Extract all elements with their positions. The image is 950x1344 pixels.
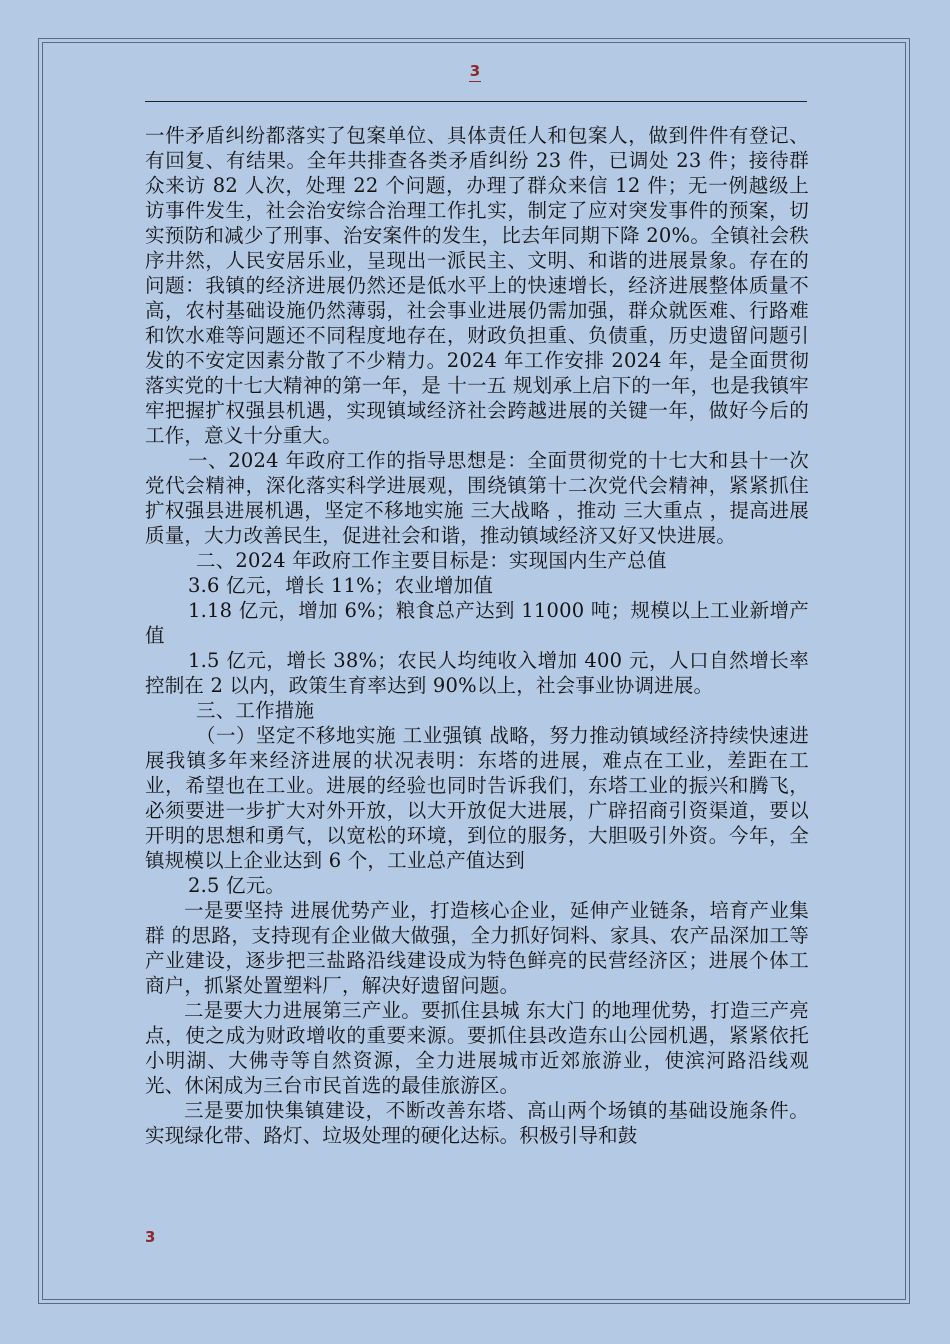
paragraph: 三是要加快集镇建设，不断改善东塔、高山两个场镇的基础设施条件。实现绿化带、路灯、垃圾处理的硬化达标。积极引导和鼓 — [145, 1099, 809, 1147]
paragraph: 一是要坚持 进展优势产业，打造核心企业，延伸产业链条，培育产业集群 的思路，支持现有企业做大做强，全力抓好饲料、家具、农产品深加工等产业建设，逐步把三盐路沿线建设成为特色鲜亮的民营经济区；进展个体工商户，抓紧处置塑料厂，解决好遗留问题。 — [145, 899, 809, 997]
paragraph: 三、工作措施 — [196, 699, 315, 722]
footer-page-number: 3 — [145, 1228, 156, 1246]
paragraph: 2.5 亿元。 — [188, 874, 286, 897]
paragraph: 1.18 亿元，增加 6%；粮食总产达到 11000 吨；规模以上工业新增产值 — [145, 599, 809, 647]
header-page-number — [0, 62, 950, 82]
header-rule — [145, 101, 807, 102]
paragraph: 二、2024 年政府工作主要目标是：实现国内生产总值 — [196, 549, 667, 572]
paragraph: 一、2024 年政府工作的指导思想是：全面贯彻党的十七大和县十一次党代会精神，深化落实科学进展观，围绕镇第十二次党代会精神，紧紧抓住扩权强县进展机遇，坚定不移地实施 三大战略 ，推动 三大重点 ，提高进展质量，大力改善民生，促进社会和谐，推动镇域经济又好又快进展。 — [145, 449, 809, 547]
document-body — [145, 123, 809, 1148]
header-page-number-text: 3 — [469, 62, 481, 80]
paragraph: 1.5 亿元，增长 38%；农民人均纯收入增加 400 元，人口自然增长率控制在 2 以内，政策生育率达到 90%以上，社会事业协调进展。 — [145, 649, 809, 697]
paragraph: 3.6 亿元，增长 11%；农业增加值 — [188, 574, 494, 597]
paragraph: （一）坚定不移地实施 工业强镇 战略，努力推动镇域经济持续快速进展我镇多年来经济进展的状况表明：东塔的进展，难点在工业，差距在工业，希望也在工业。进展的经验也同时告诉我们，东塔工业的振兴和腾飞，必须要进一步扩大对外开放，以大开放促大进展，广辟招商引资渠道，要以开明的思想和勇气，以宽松的环境，到位的服务，大胆吸引外资。今年，全镇规模以上企业达到 6 个，工业总产值达到 — [145, 724, 809, 872]
paragraph: 二是要大力进展第三产业。要抓住县城 东大门 的地理优势，打造三产亮点，使之成为财政增收的重要来源。要抓住县改造东山公园机遇，紧紧依托小明湖、大佛寺等自然资源，全力进展城市近郊旅游业，使滨河路沿线观光、休闲成为三台市民首选的最佳旅游区。 — [145, 999, 809, 1097]
paragraph: 一件矛盾纠纷都落实了包案单位、具体责任人和包案人，做到件件有登记、有回复、有结果。全年共排查各类矛盾纠纷 23 件，已调处 23 件；接待群众来访 82 人次，处理 22 个问题，办理了群众来信 12 件；无一例越级上访事件发生，社会治安综合治理工作扎实，制定了应对突发事件的预案，切实预防和减少了刑事、治安案件的发生，比去年同期下降 20%。全镇社会秩序井然，人民安居乐业，呈现出一派民主、文明、和谐的进展景象。存在的问题：我镇的经济进展仍然还是低水平上的快速增长，经济进展整体质量不高，农村基础设施仍然薄弱，社会事业进展仍需加强，群众就医难、行路难和饮水难等问题还不同程度地存在，财政负担重、负债重，历史遗留问题引发的不安定因素分散了不少精力。2024 年工作安排 2024 年，是全面贯彻落实党的十七大精神的第一年，是 十一五 规划承上启下的一年，也是我镇牢牢把握扩权强县机遇，实现镇域经济社会跨越进展的关键一年，做好今后的工作，意义十分重大。 — [145, 124, 809, 447]
